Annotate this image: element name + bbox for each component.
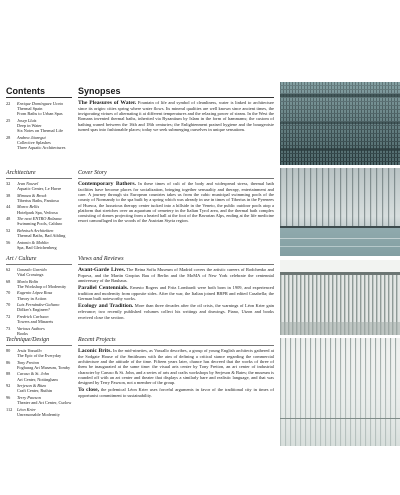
toc-entry — [6, 371, 72, 381]
toc-title: Thermal Baths, Bad Aibling — [17, 233, 66, 239]
toc-title: Craft Center, Ruthin — [17, 388, 53, 394]
toc-title: Six Notes on Thermal Life — [17, 128, 63, 134]
toc-title: Three Aquatic Architectures — [17, 145, 66, 151]
toc-entry — [6, 279, 72, 289]
toc-page-number: 25 — [6, 117, 11, 123]
toc-author: Marco Bellis — [17, 204, 40, 210]
synopsis-paragraph — [78, 303, 274, 319]
toc-page-number: 48 — [6, 216, 11, 222]
toc-author: Eugenio López Rosa — [17, 290, 53, 296]
facade-grille-image — [280, 82, 400, 165]
synopsis-paragraph — [78, 267, 274, 283]
synopsis-paragraph — [78, 285, 274, 301]
glass-wall-image — [280, 338, 400, 446]
synopsis-intro — [78, 100, 274, 134]
pool-interior-image — [280, 168, 400, 256]
synopsis-paragraph — [78, 387, 274, 398]
synopsis-lead: Laconic Brits. — [78, 348, 112, 354]
synopsis-paragraph — [78, 181, 274, 223]
toc-entry — [6, 101, 72, 117]
toc-entry — [6, 240, 72, 250]
toc-author: Léon Krier — [17, 406, 36, 412]
section-rule — [78, 345, 274, 346]
toc-author: Fredrick Carlsson — [17, 313, 49, 319]
toc-page-number: 88 — [6, 371, 11, 377]
toc-title: From Baths to Urban Spas — [17, 111, 63, 117]
section-rule — [78, 264, 274, 265]
contents-heading: Contents — [6, 86, 45, 96]
toc-page-number: 44 — [6, 204, 11, 210]
synopsis-text: The Reina Sofía Museum of Madrid covers the artistic careers of Rodchenko and Popova, and the Martin Gropius Bau of Berlin and the MoMA of New York celebrate the centennial anniversary of the Bauhaus. — [78, 267, 274, 284]
building-exterior-image — [280, 260, 400, 335]
toc-page-number: 38 — [6, 192, 11, 198]
toc-group-1 — [6, 101, 72, 152]
synopses-heading: Synopses — [78, 86, 121, 96]
toc-author: Gonzalo Garrido — [17, 267, 47, 272]
synopsis-text: In these times of cult of the body and widespread stress, thermal bath facilities have become places for socialization, bringing together sensuality and therapy, entertainment and care. A journey through six European countries takes us from the cubic municipal swimming pools of the county of Normandy to the spa built by a spring which was already in use in times of Tiberius in the Pyrenees of Huesca, the luxurious therapy center tucked into a hillside in the Veneto, the public outdoor pools atop a platform that stretches over an aquarium of cemetery in the Italian Tyrol area, and the thermal bath complex consisting of domes projecting from a heated hall at the foot of the Bavarian Alps, ending at the life medicine resort camouflaged in the woods of the Austrian Styria region. — [78, 181, 274, 224]
synopsis-lead: Contemporary Bathers. — [78, 181, 136, 187]
toc-page-number: 62 — [6, 267, 11, 272]
synopsis-lead: Ecology and Tradition. — [78, 303, 134, 310]
synopsis-text: In the mid-nineties, as Vassallo describes, a group of young English architects gathered at the Sodgate House of the Smithsons with the aim of defining a critical stance regarding the commercial architecture and the attitude of the time. Fifteen years later, chance has decreed that the works of three of them be inaugurated at the same time: the visual arts center by Tony Fretton, an art center of industrial character by Caruso & St. John, and a series of arts and crafts workshops by Serjeson & Bates; the museum is rounded off with an art center and theater that displays a similarly bare and realistic language, and that was designed by Terry Pawson, not a member of the group. — [78, 348, 274, 385]
section-heading-technique-design: Technique/Design — [6, 337, 50, 343]
toc-entry — [6, 193, 72, 203]
section-rule — [6, 264, 72, 265]
synopsis-paragraph — [78, 348, 274, 385]
toc-entry — [6, 216, 72, 226]
toc-title: Deep in Water — [17, 123, 42, 129]
toc-author: Luis Fernández-Galiano — [17, 302, 60, 308]
toc-author: Mimoza & Brock — [17, 192, 47, 198]
section-rule — [6, 178, 72, 179]
toc-title: Spa, Bad Gleichenberg — [17, 244, 57, 250]
toc-page-number: 80 — [6, 348, 11, 353]
synopsis-cover-story — [78, 181, 274, 225]
section-heading-views-reviews: Views and Reviews — [78, 256, 124, 262]
toc-entry — [6, 290, 72, 300]
toc-page-number: 70 — [6, 290, 11, 296]
toc-page-number: 96 — [6, 394, 11, 400]
toc-page-number: 92 — [6, 383, 11, 389]
section-heading-architecture: Architecture — [6, 170, 36, 176]
synopsis-lead: To close, — [78, 386, 100, 393]
toc-title: Vital Crossings — [17, 272, 44, 278]
synopsis-text: Ernesto Rogers and Fritz Lombardi were both born in 1909, and experienced tradition and modernity from opposite sides. After the war, the Italian joined BBPR and edited Casabella; the German built noteworthy works. — [78, 285, 274, 302]
toc-title: Aquatic Center, Le Havre — [17, 186, 62, 192]
toc-entry — [6, 407, 72, 417]
toc-author: Enrique Domínguez Uceta — [17, 101, 63, 106]
toc-author: Serjeson & Bitzo — [17, 383, 47, 389]
toc-page-number: 73 — [6, 325, 11, 331]
toc-entry — [6, 181, 72, 191]
toc-title: Theory in Action — [17, 295, 47, 301]
toc-title: Swimming Pools, Caldaro — [17, 221, 63, 227]
toc-title: Collective Splashes — [17, 140, 51, 146]
toc-page-number: 28 — [6, 134, 11, 140]
toc-group-4 — [6, 348, 72, 418]
synopsis-recent-projects — [78, 348, 274, 400]
toc-page-number: 72 — [6, 313, 11, 319]
synopsis-lead: Avant-Garde Lives. — [78, 267, 126, 273]
toc-title: Towers and Minarets — [17, 319, 54, 325]
toc-author: Tony Fretton — [17, 359, 40, 365]
toc-page-number: 86 — [6, 359, 11, 365]
toc-title: Fogharag Art Museum, Tomby — [17, 364, 71, 370]
toc-entry — [6, 118, 72, 134]
toc-author: María Bolín — [17, 278, 39, 284]
toc-author: Antonio & Mahlin — [17, 239, 49, 245]
toc-author: Behnisch Architekten — [17, 227, 54, 233]
toc-group-3 — [6, 267, 72, 337]
toc-entry — [6, 267, 72, 277]
synopsis-lead: The Pleasures of Water. — [78, 100, 137, 106]
toc-group-2 — [6, 181, 72, 251]
toc-author: Caruso & St. John — [17, 371, 49, 377]
toc-page-number: 70 — [6, 302, 11, 308]
toc-entry — [6, 360, 72, 370]
toc-page-number: 52 — [6, 227, 11, 233]
toc-author: Josep Lluís — [17, 117, 37, 123]
toc-entry — [6, 204, 72, 214]
toc-title: Theater and Art Center, Curlow — [17, 400, 72, 406]
toc-author: Jesús Vassallo — [17, 348, 42, 353]
toc-page-number: 22 — [6, 101, 11, 106]
synopsis-lead: Parallel Centennials. — [78, 285, 129, 292]
toc-author: Andrea Jáuregui — [17, 134, 46, 140]
toc-title: Books — [17, 330, 28, 336]
synopsis-text: the polemical Léon Krier uses forceful arguments in favor of the traditional city in times of opportunist commitment to sustainability. — [78, 386, 274, 398]
toc-entry — [6, 383, 72, 393]
toc-page-number: 56 — [6, 239, 11, 245]
toc-title: Tiberius Baths, Pantiosa — [17, 197, 59, 203]
synopses-heading-rule — [78, 97, 274, 98]
section-heading-art-culture: Art / Culture — [6, 256, 37, 262]
toc-author: Terry Pawson — [17, 394, 41, 400]
toc-title: The Workshop of Modernity — [17, 283, 67, 289]
toc-title: Hotelpark Spa, Vedrosa — [17, 209, 58, 215]
photo-facade-grille — [280, 82, 400, 165]
photo-pool-interior — [280, 168, 400, 256]
section-rule — [6, 345, 72, 346]
toc-entry — [6, 228, 72, 238]
toc-title: Art Center, Nottingham — [17, 376, 58, 382]
synopsis-paragraph — [78, 100, 274, 132]
synopsis-views-reviews — [78, 267, 274, 321]
toc-page-number: 68 — [6, 278, 11, 284]
section-heading-recent-projects: Recent Projects — [78, 337, 116, 343]
toc-author: The next ENTRO Bolzana — [17, 216, 62, 222]
section-rule — [78, 178, 274, 179]
photo-building-exterior — [280, 260, 400, 335]
toc-entry — [6, 348, 72, 358]
toc-entry — [6, 326, 72, 336]
toc-entry — [6, 135, 72, 151]
toc-author: Various Authors — [17, 325, 45, 331]
toc-entry — [6, 302, 72, 312]
toc-title: The Epic of the Everyday — [17, 353, 62, 359]
contents-heading-rule — [6, 97, 72, 98]
synopsis-text: Fountain of life and symbol of cleanliness, water is linked to architecture since its origin: cities spring where water flows. Its mineral qualities are well known since ancient times, the invigorating virtues of alternating it at different temperatures and the relaxing power of steam. In the West the Romans invented thermal baths, inherited via Byzantium by Islam in the form of hammams; the custom of bathing waned between the 16th and 18th centuries; the Enlightenment praised hygiene and the bourgeoisie turned spas into fashionable places; today we seek submerging ourselves in unique sensations. — [78, 100, 275, 132]
toc-entry — [6, 395, 72, 405]
synopsis-text: More than three decades after the oil crisis, the warnings of Léon Krier gain relevance; two recently published volumes collect his writings and drawings. Piano, Utzon and books received close the section. — [78, 303, 274, 320]
toc-author: Jean Nouvel — [17, 181, 39, 186]
section-heading-cover-story: Cover Story — [78, 170, 107, 176]
toc-title: Dölker's Engineer? — [17, 307, 50, 313]
toc-page-number: 112 — [6, 406, 13, 412]
toc-title: Unreasonable Modernity — [17, 411, 60, 417]
toc-title: Thermal Spain — [17, 106, 43, 112]
toc-entry — [6, 314, 72, 324]
photo-glass-wall — [280, 338, 400, 446]
toc-page-number: 32 — [6, 181, 11, 186]
